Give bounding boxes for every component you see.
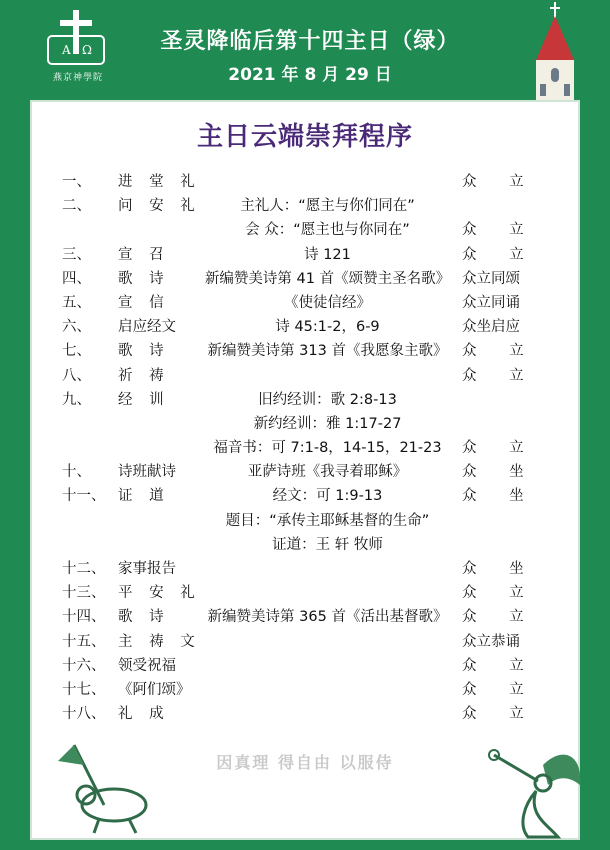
item-name: 《阿们颂》: [118, 681, 191, 698]
item-number: 二、: [62, 198, 91, 215]
program-row: [0, 654, 610, 678]
item-number: 十三、: [62, 585, 106, 602]
item-detail: 福音书：可 7:1-8，14-15，21-23: [213, 440, 442, 457]
item-name: 宣 信: [118, 294, 170, 311]
angel-with-trumpet-illustration: [488, 745, 588, 840]
item-name: 启应经文: [118, 319, 176, 336]
program-row: [0, 267, 610, 291]
item-posture: 众 立: [462, 657, 538, 674]
item-number: 七、: [62, 343, 91, 360]
program-row: [0, 557, 610, 581]
item-detail: 证道：王 轩 牧师: [272, 536, 383, 553]
item-posture: 众 立: [462, 440, 538, 457]
logo-caption: 燕京神學院: [52, 73, 103, 83]
program-row: [0, 388, 610, 412]
program-row: [0, 436, 610, 460]
item-name: 祈 祷: [118, 367, 170, 384]
item-detail: 新约经训：雅 1:17-27: [253, 415, 402, 432]
motto: 因真理 得自由 以服侍: [216, 753, 394, 772]
item-posture: 众立同颂: [462, 270, 520, 287]
church-illustration: [524, 2, 586, 100]
program-row: [0, 460, 610, 484]
item-name: 礼 成: [118, 706, 170, 723]
item-name: 平 安 礼: [118, 585, 201, 602]
item-number: 五、: [62, 294, 91, 311]
program-row: [0, 194, 610, 218]
item-detail: 经文：可 1:9-13: [272, 488, 383, 505]
item-posture: 众 立: [462, 367, 538, 384]
item-posture: 众 立: [462, 246, 538, 263]
service-date: 2021 年 8 月 29 日: [228, 65, 392, 85]
item-posture: 众 立: [462, 706, 538, 723]
program-row: [0, 678, 610, 702]
item-posture: 众 立: [462, 222, 538, 239]
item-number: 十一、: [62, 488, 106, 505]
item-number: 九、: [62, 391, 91, 408]
item-number: 十五、: [62, 633, 106, 650]
item-detail: 新编赞美诗第 313 首《我愿象主歌》: [207, 343, 448, 360]
program-row: [0, 630, 610, 654]
item-number: 十八、: [62, 706, 106, 723]
program-row: [0, 291, 610, 315]
item-number: 十、: [62, 464, 91, 481]
item-posture: 众 坐: [462, 561, 538, 577]
program-row: [0, 339, 610, 363]
item-detail: 《使徒信经》: [284, 294, 371, 311]
program-row: [0, 702, 610, 726]
item-detail: 主礼人：“愿主与你们同在”: [240, 198, 415, 215]
svg-text:Ω: Ω: [82, 43, 92, 57]
item-number: 三、: [62, 246, 91, 263]
item-posture: 众 立: [462, 174, 538, 190]
program-row: [0, 412, 610, 436]
item-number: 一、: [62, 174, 91, 190]
program-row: [0, 484, 610, 508]
program-row: [0, 533, 610, 557]
program-row: [0, 315, 610, 339]
item-name: 歌 诗: [118, 343, 170, 360]
item-name: 进 堂 礼: [118, 174, 201, 190]
item-detail: 题目：“承传主耶稣基督的生命”: [225, 512, 430, 529]
item-detail: 新编赞美诗第 41 首《颂赞主圣名歌》: [204, 270, 451, 287]
item-detail: 新编赞美诗第 365 首《活出基督歌》: [207, 609, 448, 626]
program-row: [0, 364, 610, 388]
lamb-with-banner-illustration: [44, 735, 164, 835]
item-name: 歌 诗: [118, 609, 170, 626]
item-number: 十二、: [62, 561, 106, 577]
item-detail: 诗 121: [304, 246, 351, 263]
program-row: [0, 581, 610, 605]
item-posture: 众 坐: [462, 488, 538, 505]
program-list: [0, 170, 610, 726]
item-posture: 众 立: [462, 585, 538, 602]
program-row: [0, 243, 610, 267]
item-name: 诗班献诗: [118, 464, 176, 481]
item-number: 十四、: [62, 609, 106, 626]
item-name: 主 祷 文: [118, 633, 201, 650]
program-title: 主日云端崇拜程序: [196, 122, 413, 152]
item-name: 证 道: [118, 488, 170, 505]
item-detail: 诗 45:1-2，6-9: [275, 319, 380, 336]
item-name: 歌 诗: [118, 270, 170, 287]
item-number: 四、: [62, 270, 91, 287]
item-posture: 众坐启应: [462, 319, 520, 336]
item-detail: 亚萨诗班《我寻着耶稣》: [247, 464, 408, 481]
item-posture: 众 立: [462, 681, 538, 698]
item-number: 十七、: [62, 681, 106, 698]
program-row: [0, 605, 610, 629]
item-name: 问 安 礼: [118, 198, 201, 215]
item-name: 领受祝福: [118, 657, 176, 674]
item-detail: 会 众：“愿主也与你同在”: [245, 222, 410, 239]
item-posture: 众 立: [462, 609, 538, 626]
item-posture: 众 坐: [462, 464, 538, 481]
item-name: 经 训: [118, 391, 170, 408]
program-row: [0, 170, 610, 194]
item-posture: 众立恭诵: [462, 633, 520, 650]
item-name: 宣 召: [118, 246, 170, 263]
page-title: 圣灵降临后第十四主日（绿）: [160, 29, 460, 54]
program-row: [0, 509, 610, 533]
item-name: 家事报告: [118, 561, 176, 577]
item-number: 六、: [62, 319, 91, 336]
item-number: 十六、: [62, 657, 106, 674]
item-posture: 众 立: [462, 343, 538, 360]
item-posture: 众立同诵: [462, 294, 520, 311]
svg-text:A: A: [62, 43, 71, 57]
item-detail: 旧约经训：歌 2:8-13: [258, 391, 397, 408]
program-row: [0, 218, 610, 242]
item-number: 八、: [62, 367, 91, 384]
